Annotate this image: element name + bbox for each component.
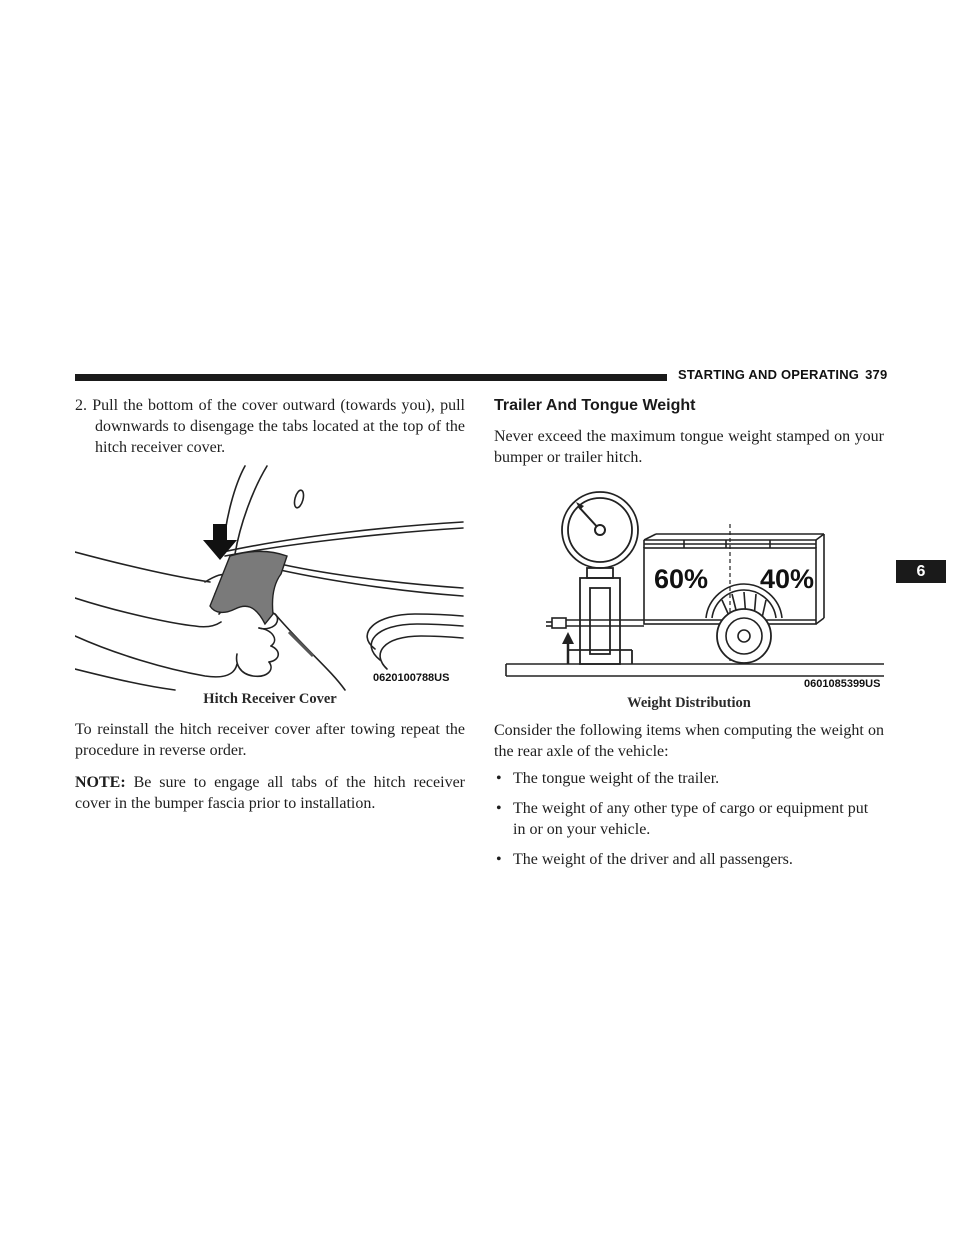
figure-caption: Hitch Receiver Cover <box>203 691 337 707</box>
section-title: STARTING AND OPERATING <box>678 367 860 382</box>
bullet-list <box>494 768 884 870</box>
chapter-tab: 6 <box>896 560 946 583</box>
step-2-text: 2. Pull the bottom of the cover outward (towards you), pull downwards to disengage the tabs located at the top of the hitch receiver cover. <box>75 397 465 456</box>
bullet-icon: • <box>496 770 502 787</box>
right-column <box>494 395 884 879</box>
bullet-icon: • <box>496 800 502 817</box>
note-text: Be sure to engage all tabs of the hitch receiver cover in the bumper fascia prior to installation. <box>75 774 465 812</box>
front-weight-label: 60% <box>654 564 709 594</box>
reinstall-paragraph: To reinstall the hitch receiver cover after towing repeat the procedure in reverse order. <box>75 721 465 759</box>
page-number: 379 <box>865 367 888 382</box>
header-rule <box>75 374 667 381</box>
figure-code: 0601085399US <box>804 678 881 690</box>
bullet-icon: • <box>496 851 502 868</box>
list-item: • The weight of any other type of cargo or equipment put in or on your vehicle. <box>496 800 869 838</box>
intro-paragraph: Never exceed the maximum tongue weight stamped on your bumper or trailer hitch. <box>494 428 884 466</box>
note-paragraph <box>75 772 465 814</box>
figure-code: 0620100788US <box>373 672 450 684</box>
figure-caption: Weight Distribution <box>627 695 751 711</box>
hitch-receiver-figure <box>75 464 465 694</box>
consider-paragraph: Consider the following items when computing the weight on the rear axle of the vehicle: <box>494 722 884 760</box>
section-heading: Trailer And Tongue Weight <box>494 397 696 414</box>
left-column <box>75 395 465 814</box>
note-label: NOTE: <box>75 774 126 791</box>
rear-weight-label: 40% <box>760 564 815 594</box>
list-item: • The tongue weight of the trailer. <box>496 770 720 787</box>
list-item: • The weight of the driver and all passengers. <box>496 851 793 868</box>
hitch-receiver-illustration <box>75 464 465 692</box>
running-header <box>678 367 887 382</box>
weight-distribution-figure <box>494 480 884 692</box>
